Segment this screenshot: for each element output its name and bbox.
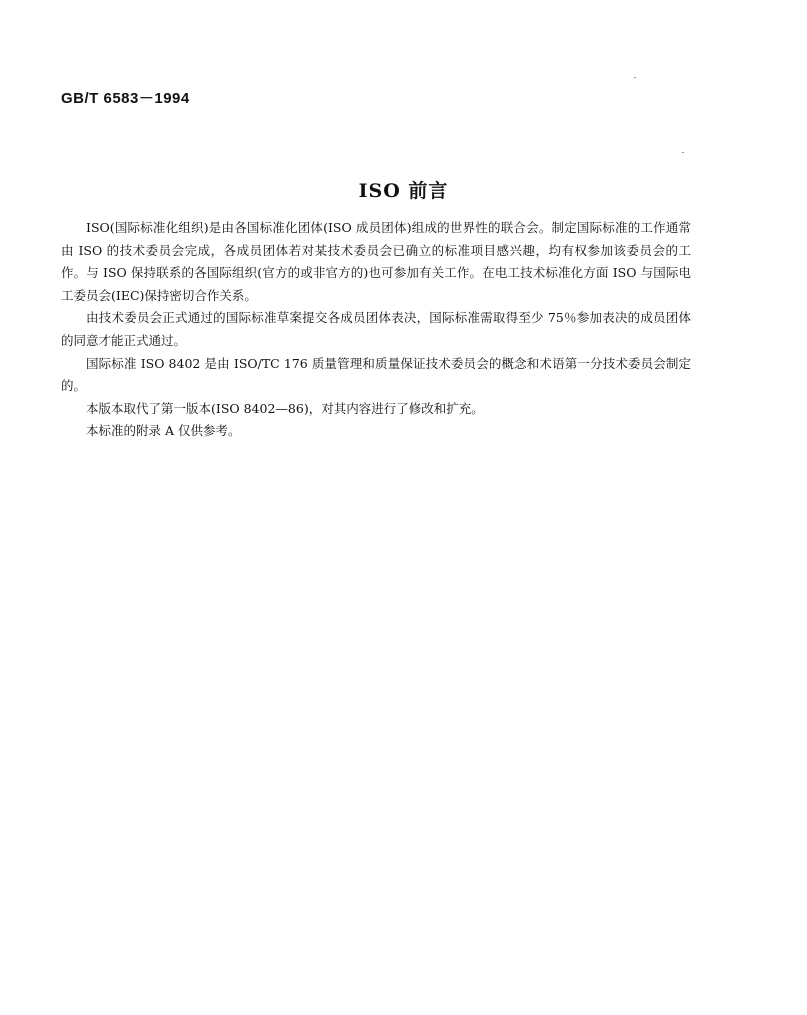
paragraph: ISO(国际标准化组织)是由各国标准化团体(ISO 成员团体)组成的世界性的联合会。制定国际标准的工作通常由 ISO 的技术委员会完成，各成员团体若对某技术委员会已确立的标准项目感兴趣，均有权参加该委员会的工作。与 ISO 保持联系的各国际组织(官方的或非官方的)也可参加有关工作。在电工技术标准化方面 ISO 与国际电工委员会(IEC)保持密切合作关系。 bbox=[61, 220, 691, 303]
paragraph: 本版本取代了第一版本(ISO 8402—86)，对其内容进行了修改和扩充。 bbox=[86, 400, 484, 416]
scan-speck bbox=[634, 77, 636, 78]
scan-speck bbox=[682, 152, 684, 153]
paragraph: 国际标准 ISO 8402 是由 ISO/TC 176 质量管理和质量保证技术委员会的概念和术语第一分技术委员会制定的。 bbox=[61, 355, 691, 394]
body-text bbox=[61, 217, 691, 443]
paragraph: 由技术委员会正式通过的国际标准草案提交各成员团体表决，国际标准需取得至少 75％参加表决的成员团体的同意才能正式通过。 bbox=[61, 310, 691, 348]
paragraph: 本标准的附录 A 仅供参考。 bbox=[86, 423, 241, 439]
page-title: ISO 前言 bbox=[358, 180, 449, 202]
standard-code: GB/T 6583－1994 bbox=[61, 90, 190, 107]
